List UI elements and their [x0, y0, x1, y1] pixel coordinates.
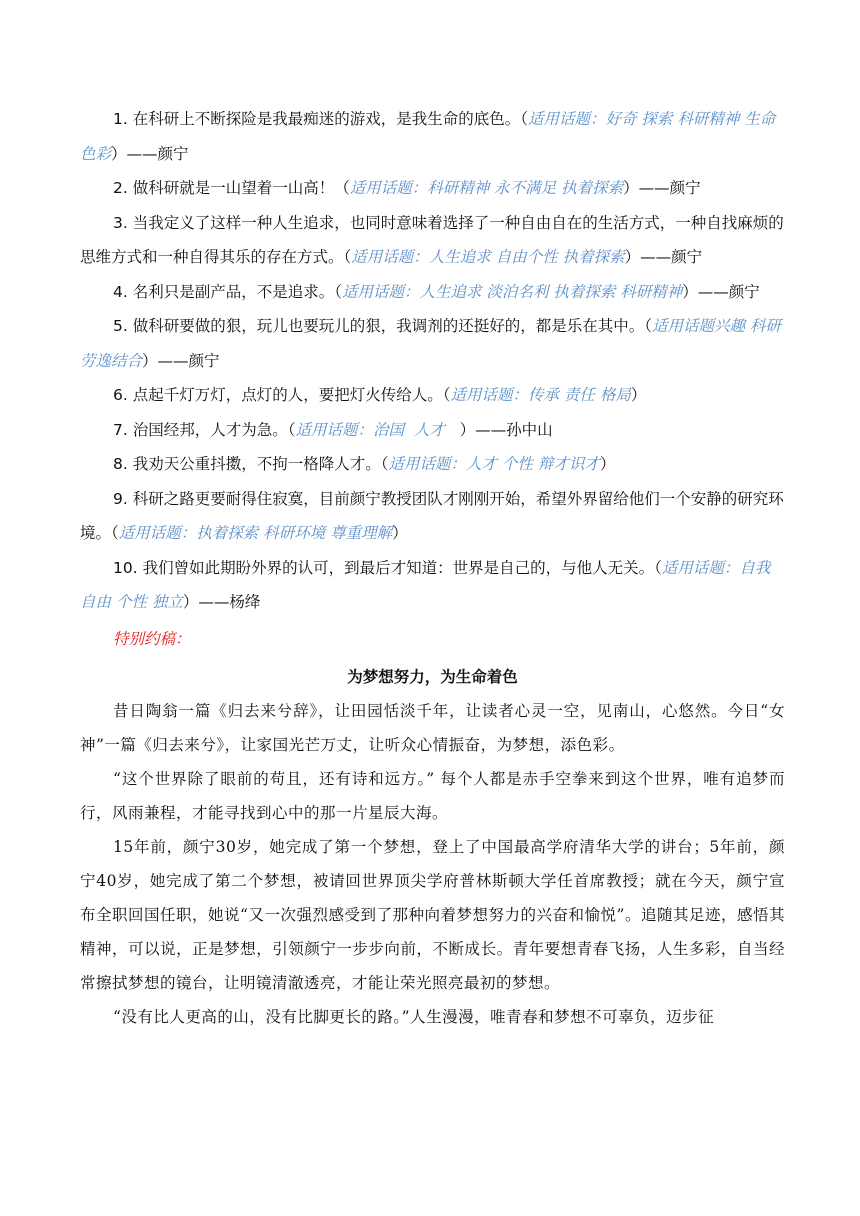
- quote-text: 9. 科研之路更要耐得住寂寞，目前颜宁教授团队才刚刚开始，希望外界留给他们一个安静的研究环境。（: [80, 489, 784, 542]
- quote-text: 1. 在科研上不断探险是我最痴迷的游戏，是我生命的底色。（: [113, 110, 528, 128]
- quote-attribution: ）——颜宁: [142, 351, 220, 370]
- quote-attribution: ）——孙中山: [459, 420, 553, 439]
- essay-paragraph: 15年前，颜宁30岁，她完成了第一个梦想，登上了中国最高学府清华大学的讲台；5年前，颜宁40岁，她完成了第二个梦想，被请回世界顶尖学府普林斯顿大学任首席教授；就在今天，颜宁宣布全职回国任职，她说“又一次强烈感受到了那种向着梦想努力的兴奋和愉悦”。追随其足迹，感悟其精神，可以说，正是梦想，引领颜宁一步步向前，不断成长。青年要想青春飞扬，人生多彩，自当经常擦拭梦想的镜台，让明镜清澈透亮，才能让荣光照亮最初的梦想。: [80, 837, 785, 992]
- quote-text: 10. 我们曾如此期盼外界的认可，到最后才知道：世界是自己的，与他人无关。（: [113, 558, 662, 577]
- quote-text: 8. 我劝天公重抖擞，不拘一格降人才。（: [113, 455, 389, 473]
- quote-item: [80, 482, 785, 551]
- essay-paragraph: 昔日陶翁一篇《归去来兮辞》，让田园恬淡千年，让读者心灵一空，见南山，心悠然。今日“女神”一篇《归去来兮》，让家国光芒万丈，让听众心情振奋，为梦想，添色彩。: [80, 701, 785, 754]
- quote-item: [80, 275, 785, 310]
- topic-tags: 适用话题：治国 人才: [295, 420, 460, 439]
- essay-paragraph: “没有比人更高的山，没有比脚更长的路。”人生漫漫，唯青春和梦想不可辜负，迈步征: [113, 1007, 715, 1026]
- quote-text: 6. 点起千灯万灯，点灯的人，要把灯火传给人。（: [113, 386, 451, 404]
- quote-item: [80, 171, 785, 206]
- quote-item: [80, 102, 785, 171]
- quote-text: 7. 治国经邦，人才为急。（: [113, 420, 296, 439]
- quote-attribution: ）——杨绛: [182, 593, 261, 611]
- essay-title: 为梦想努力，为生命着色: [347, 667, 518, 686]
- topic-tags: 适用话题：人才 个性 辩才识才: [388, 455, 600, 473]
- quote-list: [80, 102, 785, 620]
- quote-text: 5. 做科研要做的狠，玩儿也要玩儿的狠，我调剂的还挺好的，都是乐在其中。（: [113, 317, 652, 335]
- essay-body: [80, 694, 785, 1034]
- topic-tags: 适用话题：传承 责任 格局: [450, 386, 631, 404]
- quote-attribution: ）——颜宁: [623, 179, 701, 197]
- quote-text: 4. 名利只是副产品，不是追求。（: [113, 282, 342, 301]
- topic-tags: 适用话题：科研精神 永不满足 执着探索: [349, 179, 624, 197]
- topic-tags: 适用话题兴趣 科研 劳逸结合: [80, 317, 781, 370]
- topic-tags: 适用话题：人生追求 自由个性 执着探索: [351, 248, 625, 266]
- quote-attribution: ）: [392, 524, 408, 542]
- quote-attribution: ）——颜宁: [682, 282, 760, 301]
- quote-item: [80, 447, 785, 482]
- quote-attribution: ）: [630, 386, 647, 404]
- quote-text: 2. 做科研就是一山望着一山高！（: [113, 179, 350, 197]
- quote-attribution: ）——颜宁: [111, 144, 189, 163]
- quote-attribution: ）: [599, 455, 616, 473]
- quote-attribution: ）——颜宁: [624, 248, 703, 266]
- topic-tags: 适用话题：人生追求 淡泊名利 执着探索 科研精神: [341, 282, 683, 301]
- special-contribution-label: 特别约稿：: [113, 629, 191, 648]
- quote-item: [80, 206, 785, 275]
- quote-text: 3. 当我定义了这样一种人生追求，也同时意味着选择了一种自由自在的生活方式，一种自找麻烦的思维方式和一种自得其乐的存在方式。（: [80, 213, 784, 266]
- quote-item: [80, 551, 785, 620]
- document-page: [80, 102, 785, 1034]
- topic-tags: 适用话题：好奇 探索 科研精神 生命色彩: [80, 110, 776, 163]
- quote-item: [80, 378, 785, 413]
- quote-item: [80, 309, 785, 378]
- topic-tags: 适用话题：自我 自由 个性 独立: [80, 558, 771, 611]
- quote-item: [80, 413, 785, 448]
- topic-tags: 适用话题：执着探索 科研环境 尊重理解: [118, 524, 393, 542]
- essay-paragraph: “这个世界除了眼前的苟且，还有诗和远方。” 每个人都是赤手空拳来到这个世界，唯有追梦而行，风雨兼程，才能寻找到心中的那一片星辰大海。: [80, 769, 785, 822]
